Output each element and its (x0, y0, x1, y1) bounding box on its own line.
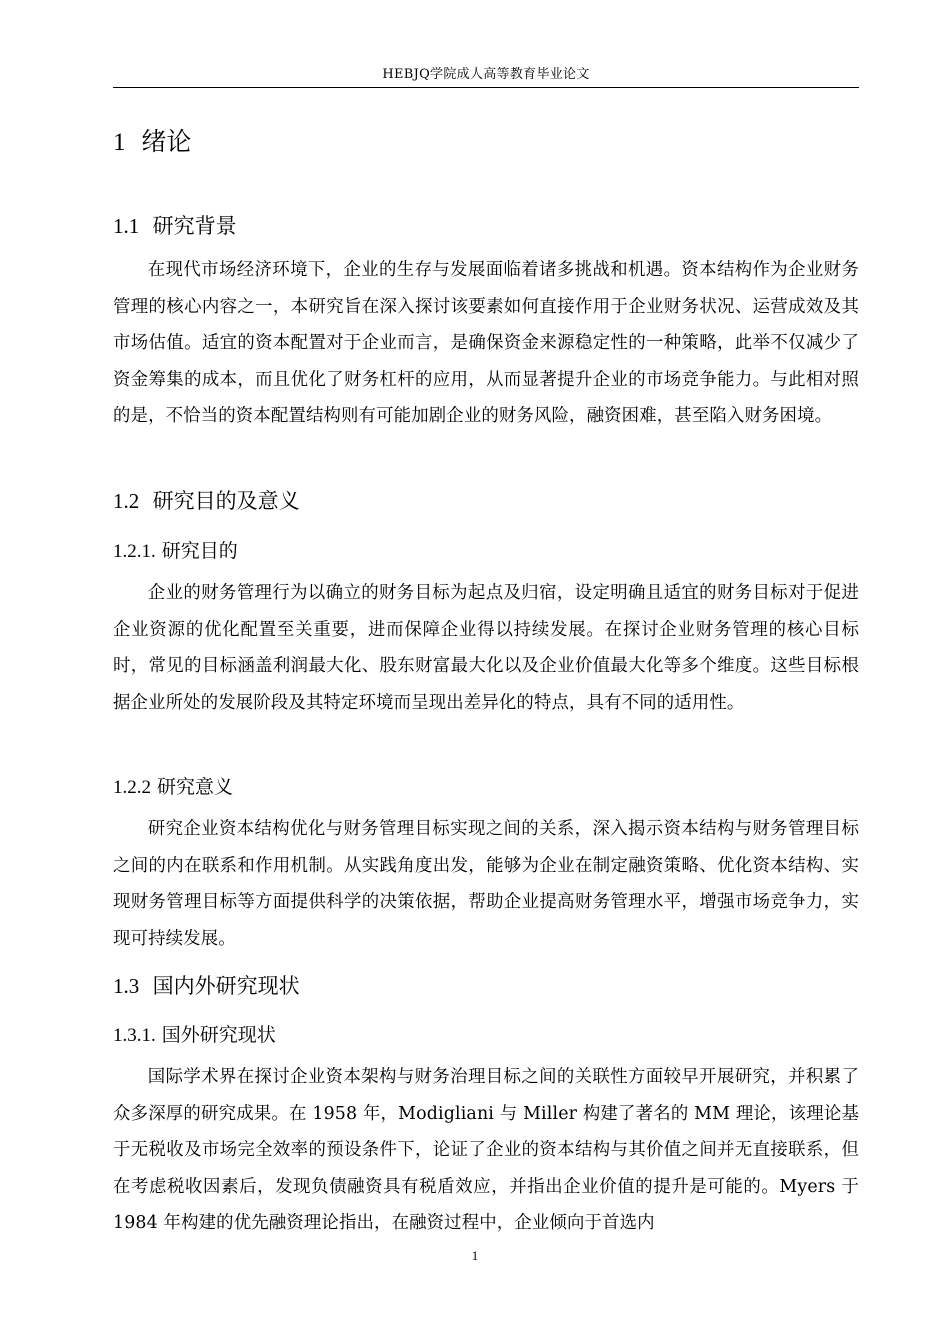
paragraph-significance: 研究企业资本结构优化与财务管理目标实现之间的关系，深入揭示资本结构与财务管理目标之间的内在联系和作用机制。从实践角度出发，能够为企业在制定融资策略、优化资本结构、实现财务管理目标等方面提供科学的决策依据，帮助企业提高财务管理水平，增强市场竞争力，实现可持续发展。 (113, 819, 859, 949)
chapter-heading (113, 122, 191, 158)
paragraph-purpose: 企业的财务管理行为以确立的财务目标为起点及归宿，设定明确且适宜的财务目标对于促进企业资源的优化配置至关重要，进而保障企业得以持续发展。在探讨企业财务管理的核心目标时，常见的目标涵盖利润最大化、股东财富最大化以及企业价值最大化等多个维度。这些目标根据企业所处的发展阶段及其特定环境而呈现出差异化的特点，具有不同的适用性。 (113, 583, 859, 713)
section-number: 1.1 (113, 214, 140, 238)
subsection-title: 研究意义 (157, 776, 234, 798)
running-header: HEBJQ学院成人高等教育毕业论文 (382, 67, 590, 82)
subsection-heading-1-2-1 (113, 536, 238, 563)
subsection-number: 1.3.1. (113, 1025, 156, 1046)
chapter-number: 1 (113, 129, 126, 156)
section-heading-1-3 (113, 970, 300, 1000)
subsection-title: 国外研究现状 (161, 1024, 276, 1046)
subsection-heading-1-2-2 (113, 772, 233, 799)
section-title: 研究背景 (152, 214, 237, 238)
section-title: 国内外研究现状 (152, 974, 300, 998)
section-heading-1-1 (113, 210, 237, 240)
section-title: 研究目的及意义 (152, 489, 300, 513)
header-divider (113, 87, 859, 88)
paragraph-background: 在现代市场经济环境下，企业的生存与发展面临着诸多挑战和机遇。资本结构作为企业财务管理的核心内容之一，本研究旨在深入探讨该要素如何直接作用于企业财务状况、运营成效及其市场估值。适宜的资本配置对于企业而言，是确保资金来源稳定性的一种策略，此举不仅减少了资金筹集的成本，而且优化了财务杠杆的应用，从而显著提升企业的市场竞争能力。与此相对照的是，不恰当的资本配置结构则有可能加剧企业的财务风险，融资困难，甚至陷入财务困境。 (113, 260, 859, 426)
subsection-heading-1-3-1 (113, 1020, 276, 1047)
section-heading-1-2 (113, 485, 300, 515)
page-number: 1 (471, 1248, 479, 1263)
subsection-title: 研究目的 (161, 540, 238, 562)
section-number: 1.2 (113, 489, 140, 513)
subsection-number: 1.2.1. (113, 541, 156, 562)
paragraph-foreign-research: 国际学术界在探讨企业资本架构与财务治理目标之间的关联性方面较早开展研究，并积累了众多深厚的研究成果。在 1958 年，Modigliani 与 Miller 构建了著名的 MM 理论，该理论基于无税收及市场完全效率的预设条件下，论证了企业的资本结构与其价值之间并无直接联系，但在考虑税收因素后，发现负债融资具有税盾效应，并指出企业价值的提升是可能的。Myers 于 1984 年构建的优先融资理论指出，在融资过程中，企业倾向于首选内 (113, 1067, 859, 1233)
section-number: 1.3 (113, 974, 140, 998)
subsection-number: 1.2.2 (113, 777, 151, 798)
chapter-title: 绪论 (141, 127, 192, 156)
